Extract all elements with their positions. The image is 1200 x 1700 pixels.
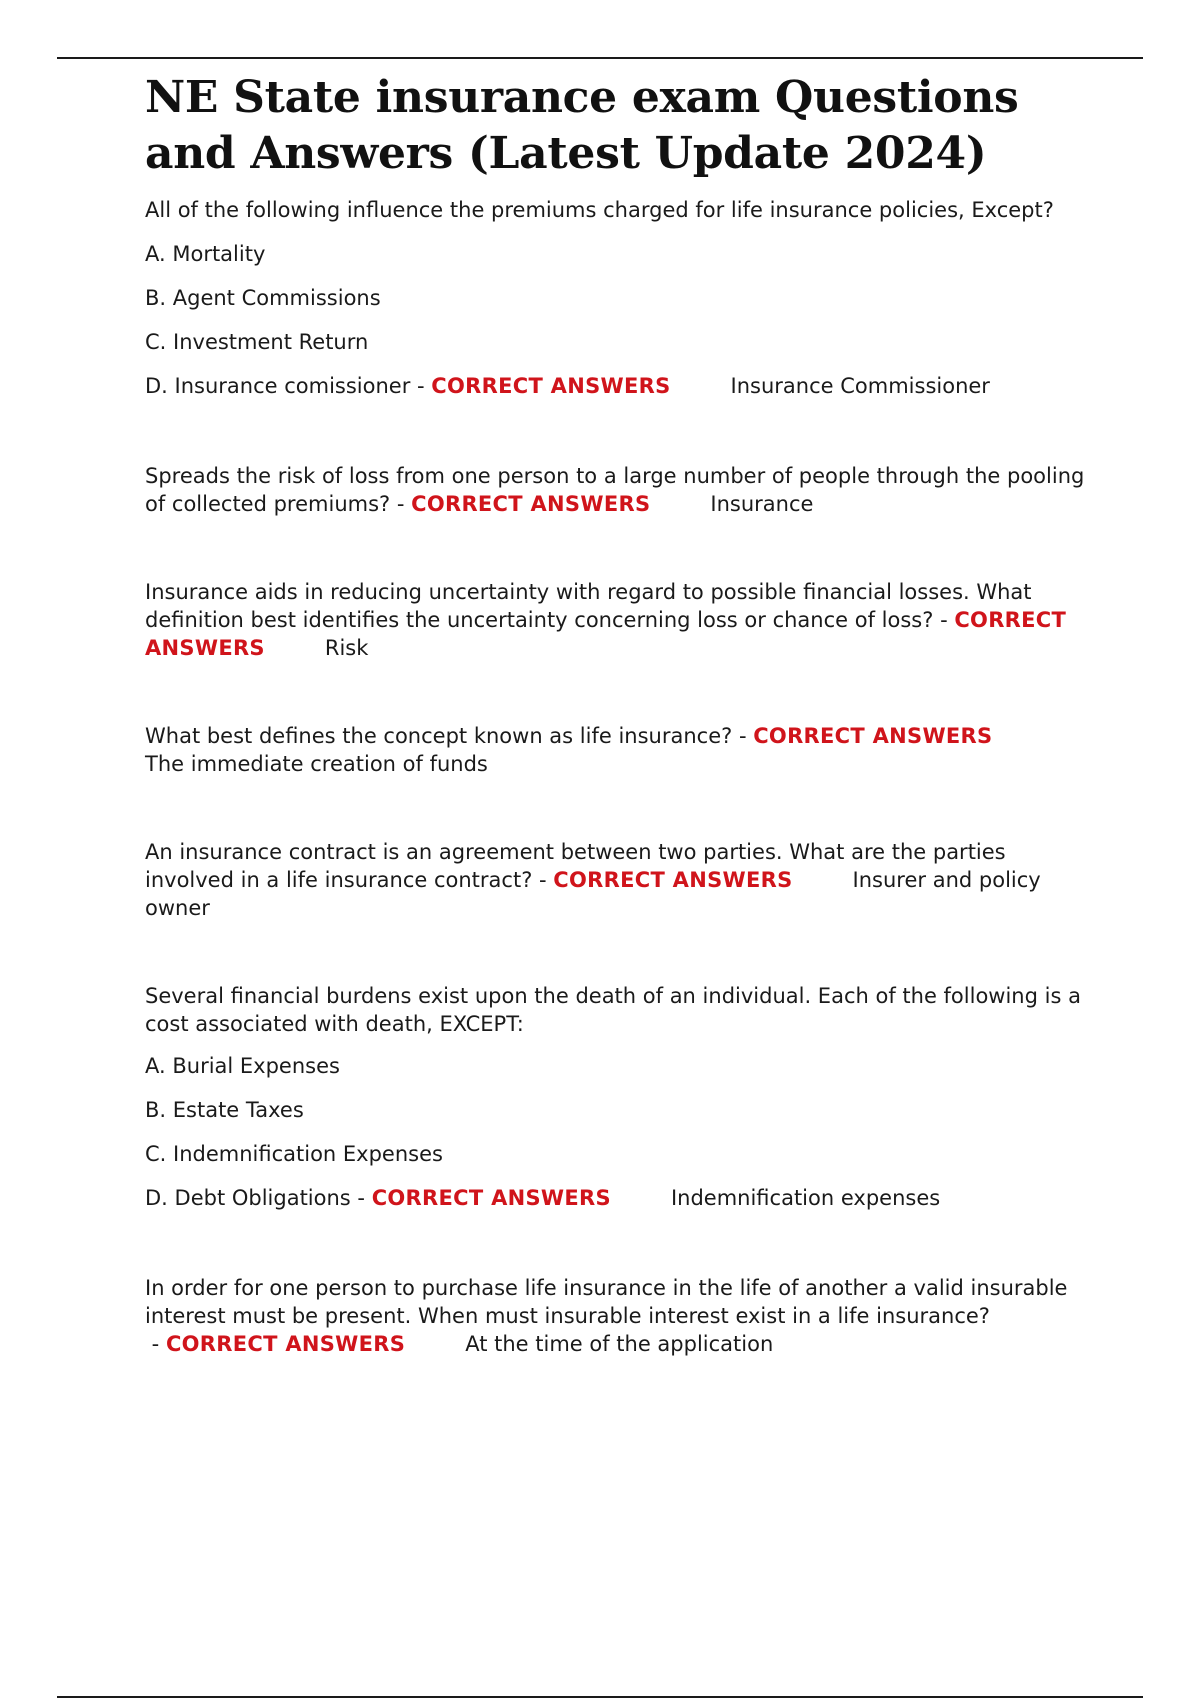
qa-item xyxy=(145,1274,1095,1358)
answer-text: Insurer and policy owner xyxy=(145,868,1041,920)
question-text: An insurance contract is an agreement between two parties. What are the parties involved in a life insurance contract? xyxy=(145,840,1006,892)
answer-separator: - xyxy=(350,1186,372,1210)
correct-answers-label: CORRECT ANSWERS xyxy=(411,492,651,516)
answer-separator: - xyxy=(732,724,754,748)
answer-line xyxy=(145,372,1095,400)
question-text: All of the following influence the premiums charged for life insurance policies, Except? xyxy=(145,198,1054,222)
qa-item xyxy=(145,722,1095,778)
answer-separator: - xyxy=(145,1332,166,1356)
correct-answers-label: CORRECT ANSWERS xyxy=(165,1332,406,1356)
option-c: C. Indemnification Expenses xyxy=(145,1142,443,1166)
answer-separator: - xyxy=(410,374,432,398)
correct-answers-label: CORRECT ANSWERS xyxy=(145,608,1067,660)
qa-item xyxy=(145,578,1095,662)
option-a: A. Mortality xyxy=(145,242,266,266)
option-d: D. Insurance comissioner xyxy=(145,374,411,398)
page-title: NE State insurance exam Questions and Answers (Latest Update 2024) xyxy=(145,72,1019,179)
answer-separator: - xyxy=(532,868,554,892)
question-answer-text xyxy=(145,1274,1095,1358)
answer-separator: - xyxy=(933,608,955,632)
qa-item xyxy=(145,462,1095,518)
question-answer-text xyxy=(145,838,1095,922)
question-text: Several financial burdens exist upon the death of an individual. Each of the following is a cost associated with death, EXCEPT: xyxy=(145,984,1081,1036)
correct-answers-label: CORRECT ANSWERS xyxy=(431,374,671,398)
question-answer-text xyxy=(145,722,1095,778)
question-text: In order for one person to purchase life insurance in the life of another a valid insurable interest must be present. When must insurable interest exist in a life insurance? xyxy=(145,1276,1068,1328)
option-c: C. Investment Return xyxy=(145,330,369,354)
qa-item xyxy=(145,196,1095,400)
question-answer-text xyxy=(145,462,1095,518)
correct-answers-label: CORRECT ANSWERS xyxy=(371,1186,611,1210)
answer-separator: - xyxy=(390,492,412,516)
qa-item xyxy=(145,838,1095,922)
answer-line xyxy=(145,1184,1095,1212)
option-b: B. Estate Taxes xyxy=(145,1098,304,1122)
question-text: Spreads the risk of loss from one person to a large number of people through the pooling of collected premiums? xyxy=(145,464,1085,516)
document-body xyxy=(145,70,1095,1418)
question-answer-text xyxy=(145,578,1095,662)
question-text: Insurance aids in reducing uncertainty with regard to possible financial losses. What definition best identifies the uncertainty concerning loss or chance of loss? xyxy=(145,580,1032,632)
answer-text: Indemnification expenses xyxy=(670,1186,941,1210)
correct-answers-label: CORRECT ANSWERS xyxy=(553,868,793,892)
answer-text: Risk xyxy=(324,636,369,660)
answer-text: Insurance xyxy=(710,492,814,516)
option-d: D. Debt Obligations xyxy=(145,1186,351,1210)
correct-answers-label: CORRECT ANSWERS xyxy=(753,724,993,748)
qa-item xyxy=(145,982,1095,1212)
answer-text: The immediate creation of funds xyxy=(145,752,488,776)
bottom-divider xyxy=(57,1696,1143,1698)
top-divider xyxy=(57,57,1143,59)
question-text: What best defines the concept known as life insurance? xyxy=(145,724,733,748)
answer-text: Insurance Commissioner xyxy=(730,374,990,398)
answer-text: At the time of the application xyxy=(465,1332,774,1356)
option-b: B. Agent Commissions xyxy=(145,286,381,310)
option-a: A. Burial Expenses xyxy=(145,1054,340,1078)
